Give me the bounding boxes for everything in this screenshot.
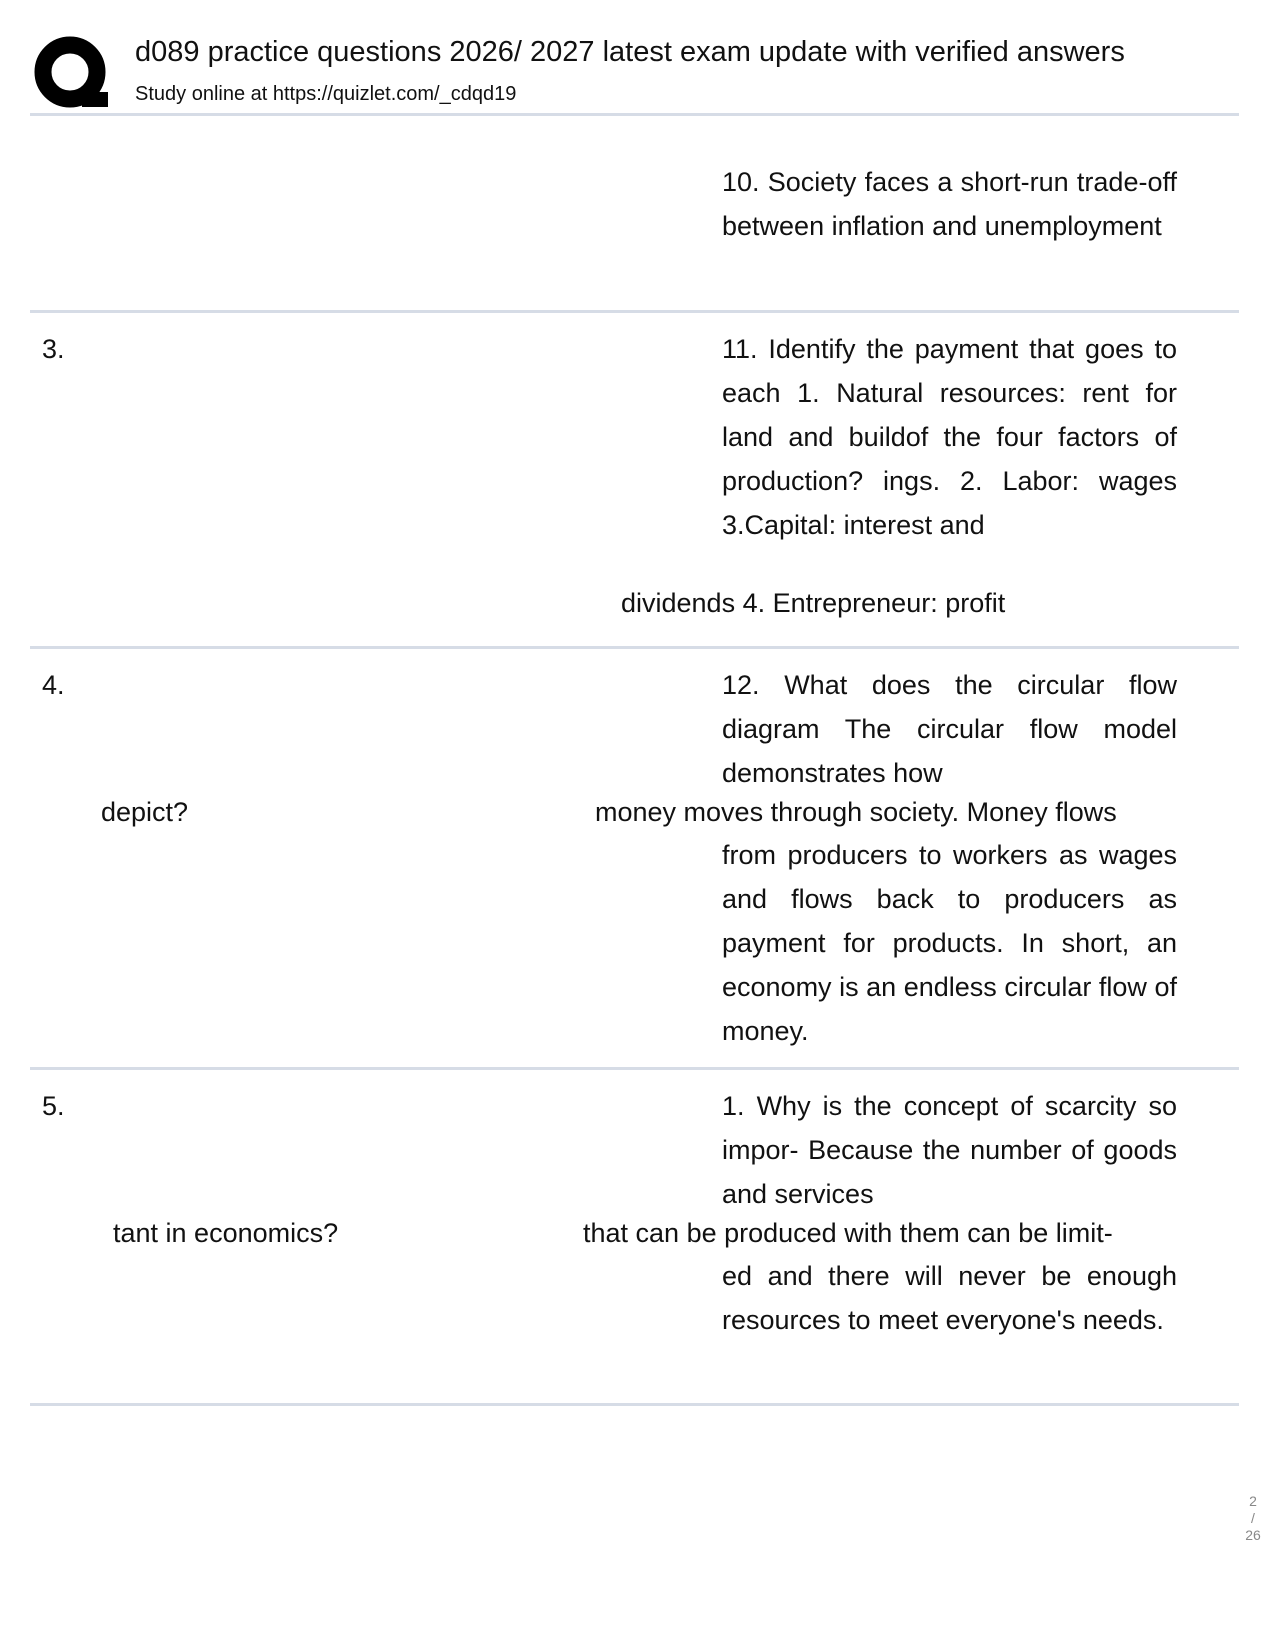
card-answer-part-b: ed and there will never be enough resources to meet everyone's needs. — [722, 1261, 1177, 1335]
card-answer-overflow: money moves through society. Money flows — [595, 797, 1117, 827]
card-number: 4. — [42, 670, 65, 700]
card-number: 3. — [42, 334, 65, 364]
document-title: d089 practice questions 2026/ 2027 latest exam update with verified answers — [135, 36, 1125, 68]
quizlet-logo-icon — [32, 34, 112, 114]
page-current: 2 — [1249, 1493, 1257, 1509]
card-answer-overflow: that can be produced with them can be limit- — [583, 1218, 1113, 1248]
card-divider — [30, 310, 1239, 313]
card-divider — [30, 646, 1239, 649]
card-answer: 11. Identify the payment that goes to each 1. Natural resources: rent for land and buildof the four factors of production? ings. 2. Labor: wages 3.Capital: interest and — [722, 334, 1177, 540]
card-divider — [30, 1067, 1239, 1070]
header-divider — [30, 113, 1239, 116]
card-divider — [30, 1403, 1239, 1406]
card-answer-part-a: 12. What does the circular flow diagram The circular flow model demonstrates how — [722, 670, 1177, 788]
page-total: 26 — [1245, 1527, 1261, 1543]
page-separator: / — [1251, 1510, 1255, 1526]
card-answer-part-a: 1. Why is the concept of scarcity so impor- Because the number of goods and services — [722, 1091, 1177, 1209]
card-answer-overflow: dividends 4. Entrepreneur: profit — [621, 588, 1006, 618]
page-number — [1241, 1493, 1265, 1544]
card-term-fragment: depict? — [101, 797, 189, 827]
study-online-link[interactable]: Study online at https://quizlet.com/_cdqd19 — [135, 83, 517, 105]
card-answer-part-b: from producers to workers as wages and flows back to producers as payment for products. In short, an economy is an endless circular flow of money. — [722, 840, 1177, 1046]
card-answer: 10. Society faces a short-run trade-off between inflation and unemployment — [722, 167, 1177, 241]
card-term-fragment: tant in economics? — [113, 1218, 339, 1248]
card-number: 5. — [42, 1091, 65, 1121]
